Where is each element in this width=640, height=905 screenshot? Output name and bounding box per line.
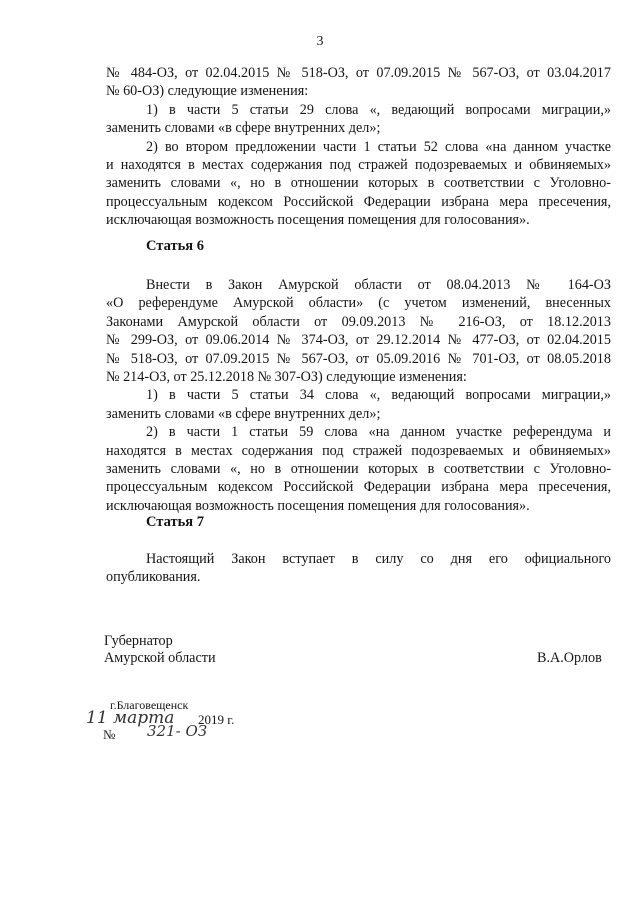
article-7-heading: Статья 7 [146, 514, 204, 530]
text-line: Внести в Закон Амурской области от 08.04.2013 № 164-ОЗ [146, 277, 611, 293]
text-line: исключающая возможность посещения помещения для голосования». [106, 497, 530, 514]
text-line: № 214-ОЗ, от 25.12.2018 № 307-ОЗ) следующие изменения: [106, 369, 467, 386]
article-6-body [106, 276, 611, 515]
text-line: № 518-ОЗ, от 07.09.2015 № 567-ОЗ, от 05.09.2016 № 701-ОЗ, от 08.05.2018 [106, 350, 611, 367]
handwritten-date: 11 марта [86, 708, 175, 728]
text-line: 2) в части 1 статьи 59 слова «на данном участке референдума и [146, 424, 611, 441]
signatory-name: В.А.Орлов [537, 650, 602, 666]
text-line: заменить словами «в сфере внутренних дел»; [106, 120, 381, 137]
text-line: Законами Амурской области от 09.09.2013 № 216-ОЗ, от 18.12.2013 [106, 313, 611, 330]
footer-year: 2019 г. [198, 712, 235, 727]
text-line: и находятся в местах содержания под стражей подозреваемых и обвиняемых» [106, 157, 611, 174]
text-line: заменить словами «, но в отношении которых в соответствии с Уголовно- [106, 175, 611, 192]
text-line: процессуальным кодексом Российской Федерации избрана мера пресечения, [106, 479, 611, 496]
text-line: Настоящий Закон вступает в силу со дня его официального [146, 551, 611, 567]
handwritten-number: 321- ОЗ [147, 722, 208, 740]
text-line: находятся в местах содержания под стражей подозреваемых и обвиняемых» [106, 442, 611, 459]
article-7-body [106, 550, 611, 587]
footer-city: г.Благовещенск [110, 698, 189, 712]
text-line: «О референдуме Амурской области» (с учетом изменений, внесенных [106, 295, 611, 312]
text-line: № 484-ОЗ, от 02.04.2015 № 518-ОЗ, от 07.09.2015 № 567-ОЗ, от 03.04.2017 [106, 65, 611, 81]
text-line: опубликования. [106, 569, 201, 586]
text-line: № 60-ОЗ) следующие изменения: [106, 83, 309, 100]
signature-title-line: Губернатор [104, 633, 173, 649]
page-number: 3 [316, 34, 324, 49]
text-line: № 299-ОЗ, от 09.06.2014 № 374-ОЗ, от 29.12.2014 № 477-ОЗ, от 02.04.2015 [106, 332, 611, 349]
top-block [106, 64, 611, 230]
text-line: заменить словами «, но в отношении которых в соответствии с Уголовно- [106, 461, 611, 478]
text-line: процессуальным кодексом Российской Федерации избрана мера пресечения, [106, 193, 611, 210]
article-6-heading: Статья 6 [146, 238, 204, 254]
footer-number-prefix: № [103, 727, 116, 742]
text-line: 1) в части 5 статьи 34 слова «, ведающий вопросами миграции,» [146, 387, 611, 404]
text-line: 1) в части 5 статьи 29 слова «, ведающий вопросами миграции,» [146, 101, 611, 118]
text-line: исключающая возможность посещения помещения для голосования». [106, 212, 530, 229]
text-line: 2) во втором предложении части 1 статьи 52 слова «на данном участке [146, 138, 611, 155]
text-line: заменить словами «в сфере внутренних дел»; [106, 405, 381, 422]
signature-title-line: Амурской области [104, 650, 216, 666]
signature-title [104, 633, 216, 667]
